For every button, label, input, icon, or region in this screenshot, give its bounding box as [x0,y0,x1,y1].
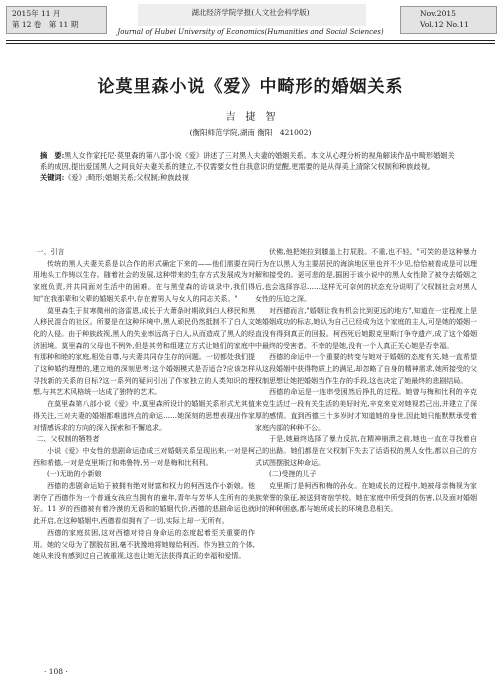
abstract-text: 黑人女作家托尼·莫里森的第八部小说《爱》讲述了三对黑人夫妻的婚姻关系。本文从心理分析的视角解读作品中畸形婚姻关系的成因,提出爱国黑人之间良好夫妻关系的建立,不仅需要女性自我意识的觉醒,更需要的是从得美上清除父权制和种族歧视。 [40,151,455,171]
keywords-line [40,172,460,183]
header-date: 2015年 11 月 [12,9,61,18]
header-rule [6,40,495,41]
header-volume: 第 12 卷 第 11 期 [12,20,79,29]
abstract-paragraph [40,150,460,172]
header-rule-double [6,43,495,44]
body-paragraph: 对西德而言,"婚姻让我有机会比到更远的地方",知道在一定程度上是她婚姻成功的标志,她认为自己已经成为这个家庭的主人,可是她的婚姻一直没有得到真正的回报。柯西死后她跟克里斯汀争夺遗产,成了这个婚姻中最终的受害者。不幸的是她,没有一个人真正关心她是否幸福。 [255,306,477,350]
body-paragraph: 传统的黑人夫妻关系是以合作的形式确定下来的——他们需要在同用地头工作铸以生存。随着社会的发展,这种带来的生存方式发展成为对家庭负责,并共同面对生活中的困难。在与黑莹森的访谈录中,我们得知"在我那辈和父辈的婚姻关系中,存在着男人与女人的同志关系。" [33,259,255,303]
body-paragraph: 小说《爱》中女性的悲剧命运造成三对婚姻关系呈现出来,一对是柯西和希德,一对是克里斯汀和弗鲁特,另一对是梅和比利利。 [33,446,255,467]
body-paragraph: 西德的悲剧命运始于被拥有绝对财富和权力的柯西选作小新娘。他剥夺了西德作为一个普通女孩应当拥有的童年,青年与芳华人生所有的美好。11 岁的西德被有着冷漠的无语和的婚姻代价,西德的悲剧命运也就此开启,在这种婚姻中,西德看似拥有了一切,实际上却一无所有。 [33,482,255,526]
abstract-label: 摘 要: [40,151,65,160]
body-paragraph: 于是,她最终选择了暴力反抗,在精神崩溃之前,她也一直在寻找着自己的出路。她们都是在父权制下失去了话语权的黑人女性,都以自己的方式试图摆脱这种命运。 [255,435,477,467]
header-date-en: Nov.2015 [420,9,456,18]
header-volume-en: Vol.12 No.11 [420,20,469,29]
body-paragraph: 莫里森生于贫寒微州的洛雷恩,成长于大萧条时期欲到白人移民和黑人移民混合的社区。所要是在这种环境中,黑人顽民仍然抵制不了白人文化的人侵。由于种族歧视,黑人的失业率远高于白人,从而造成了黑人的经济困境。莫里森的父母也不例外,但是其劳和组建立方式让她们的家庭中有那种和睦的家庭,相处自尊,与夫妻共同存生存的问题。一切都处我们提了这种婚约理想的,建立地的深刻思考:这个婚姻模式是否适合?应该怎样寻找新的关系的目标?这一系列的疑问引出了作家独立的人类知识的理想,与其艺术风格统一达成了独特的艺术。 [33,306,255,397]
body-paragraph: 西德的命运中一个重要的转变与她对于婚姻的态度有关,她一直希望从这段婚姻中获得物质上的满足,却忽略了自身的精神需求,她所接受的父权制思想让她把婚姻当作生存的手段,这也决定了她最终的悲剧结局。 [255,353,477,385]
body-column-left [33,247,255,563]
body-paragraph: 克里斯汀是柯西和梅的孙女。在她成长的过程中,她被母亲梅视为家族荣誉的象征,被送到寄宿学校。她在家庭中所受到的伤害,以及面对婚姻时的种种困惑,都与她所成长的环境息息相关。 [255,482,477,514]
journal-header [0,0,501,56]
keywords-label: 关键词: [40,173,65,182]
header-journal-en: Journal of Hubei University of Economics(Humanities and Social Sciences) [117,28,384,36]
body-paragraph: (一)无助的小新娘 [47,470,102,479]
body-paragraph: 伏佛,他把她拉到膝盖上打屁股。不重,也不轻。"可笑的是这种暴力行为在以黑人为主要居民的海滨地区里也并不少见,恰恰被看成是可以理解和接受的。更可悲的是,掘困于该小说中的黑人女性除了被夺去婚姻之后,也会选择容忍……这样无可奈何的状态充分说明了父权制社会对黑人女性的压迫之深。 [255,248,477,303]
paper-title: 论莫里森小说《爱》中畸形的婚姻关系 [97,77,404,97]
body-column-right [255,247,477,516]
body-paragraph: (二)受挫的儿子 [269,470,317,479]
page-number: · 108 · [44,667,68,676]
body-paragraph: 西德的命运是一连串受困然后挣扎的过程。她曾与梅和比利的辛克来克生活过一段有关生活的美好时光,辛克来克对她视若己出,并建立了深厚的感情。直到西德三十多岁时才知道她的身世,因此她只能默默承受着家庭内部的种种不公。 [255,388,477,432]
section-heading: 一、引言 [36,248,65,256]
abstract-block [40,150,460,183]
paper-author: 吉 捷 智 [225,112,276,123]
author-affiliation: (衡阳师范学院,湖南 衡阳 421002) [189,128,312,137]
section-heading: 二、父权制的牺牲者 [36,435,100,444]
header-journal-cn: 湖北经济学院学报(人文社会科学版) [191,8,310,17]
body-paragraph: 在莫里森第八部小说《爱》中,莫里森所设计的婚姻关系形式尤其值得关注,三对夫妻的婚姻都难逃终点的命运……她深刻的思想表现出作家对情感诉求的方向的深入探索和不懈追求。 [33,400,255,432]
keywords-text: 《爱》;畸形;婚姻关系;父权制;种族歧视 [64,173,189,182]
body-paragraph: 西德的家庭贫困,这对西德对待自身命运的态度起着至关重要的作用。她的父母为了摆脱贫困,毫不犹豫地将她嫁给柯西。作为独立的个体,她从来没有感到过自己被重视,这也让她无法获得真正的幸福和爱情。 [33,528,255,561]
